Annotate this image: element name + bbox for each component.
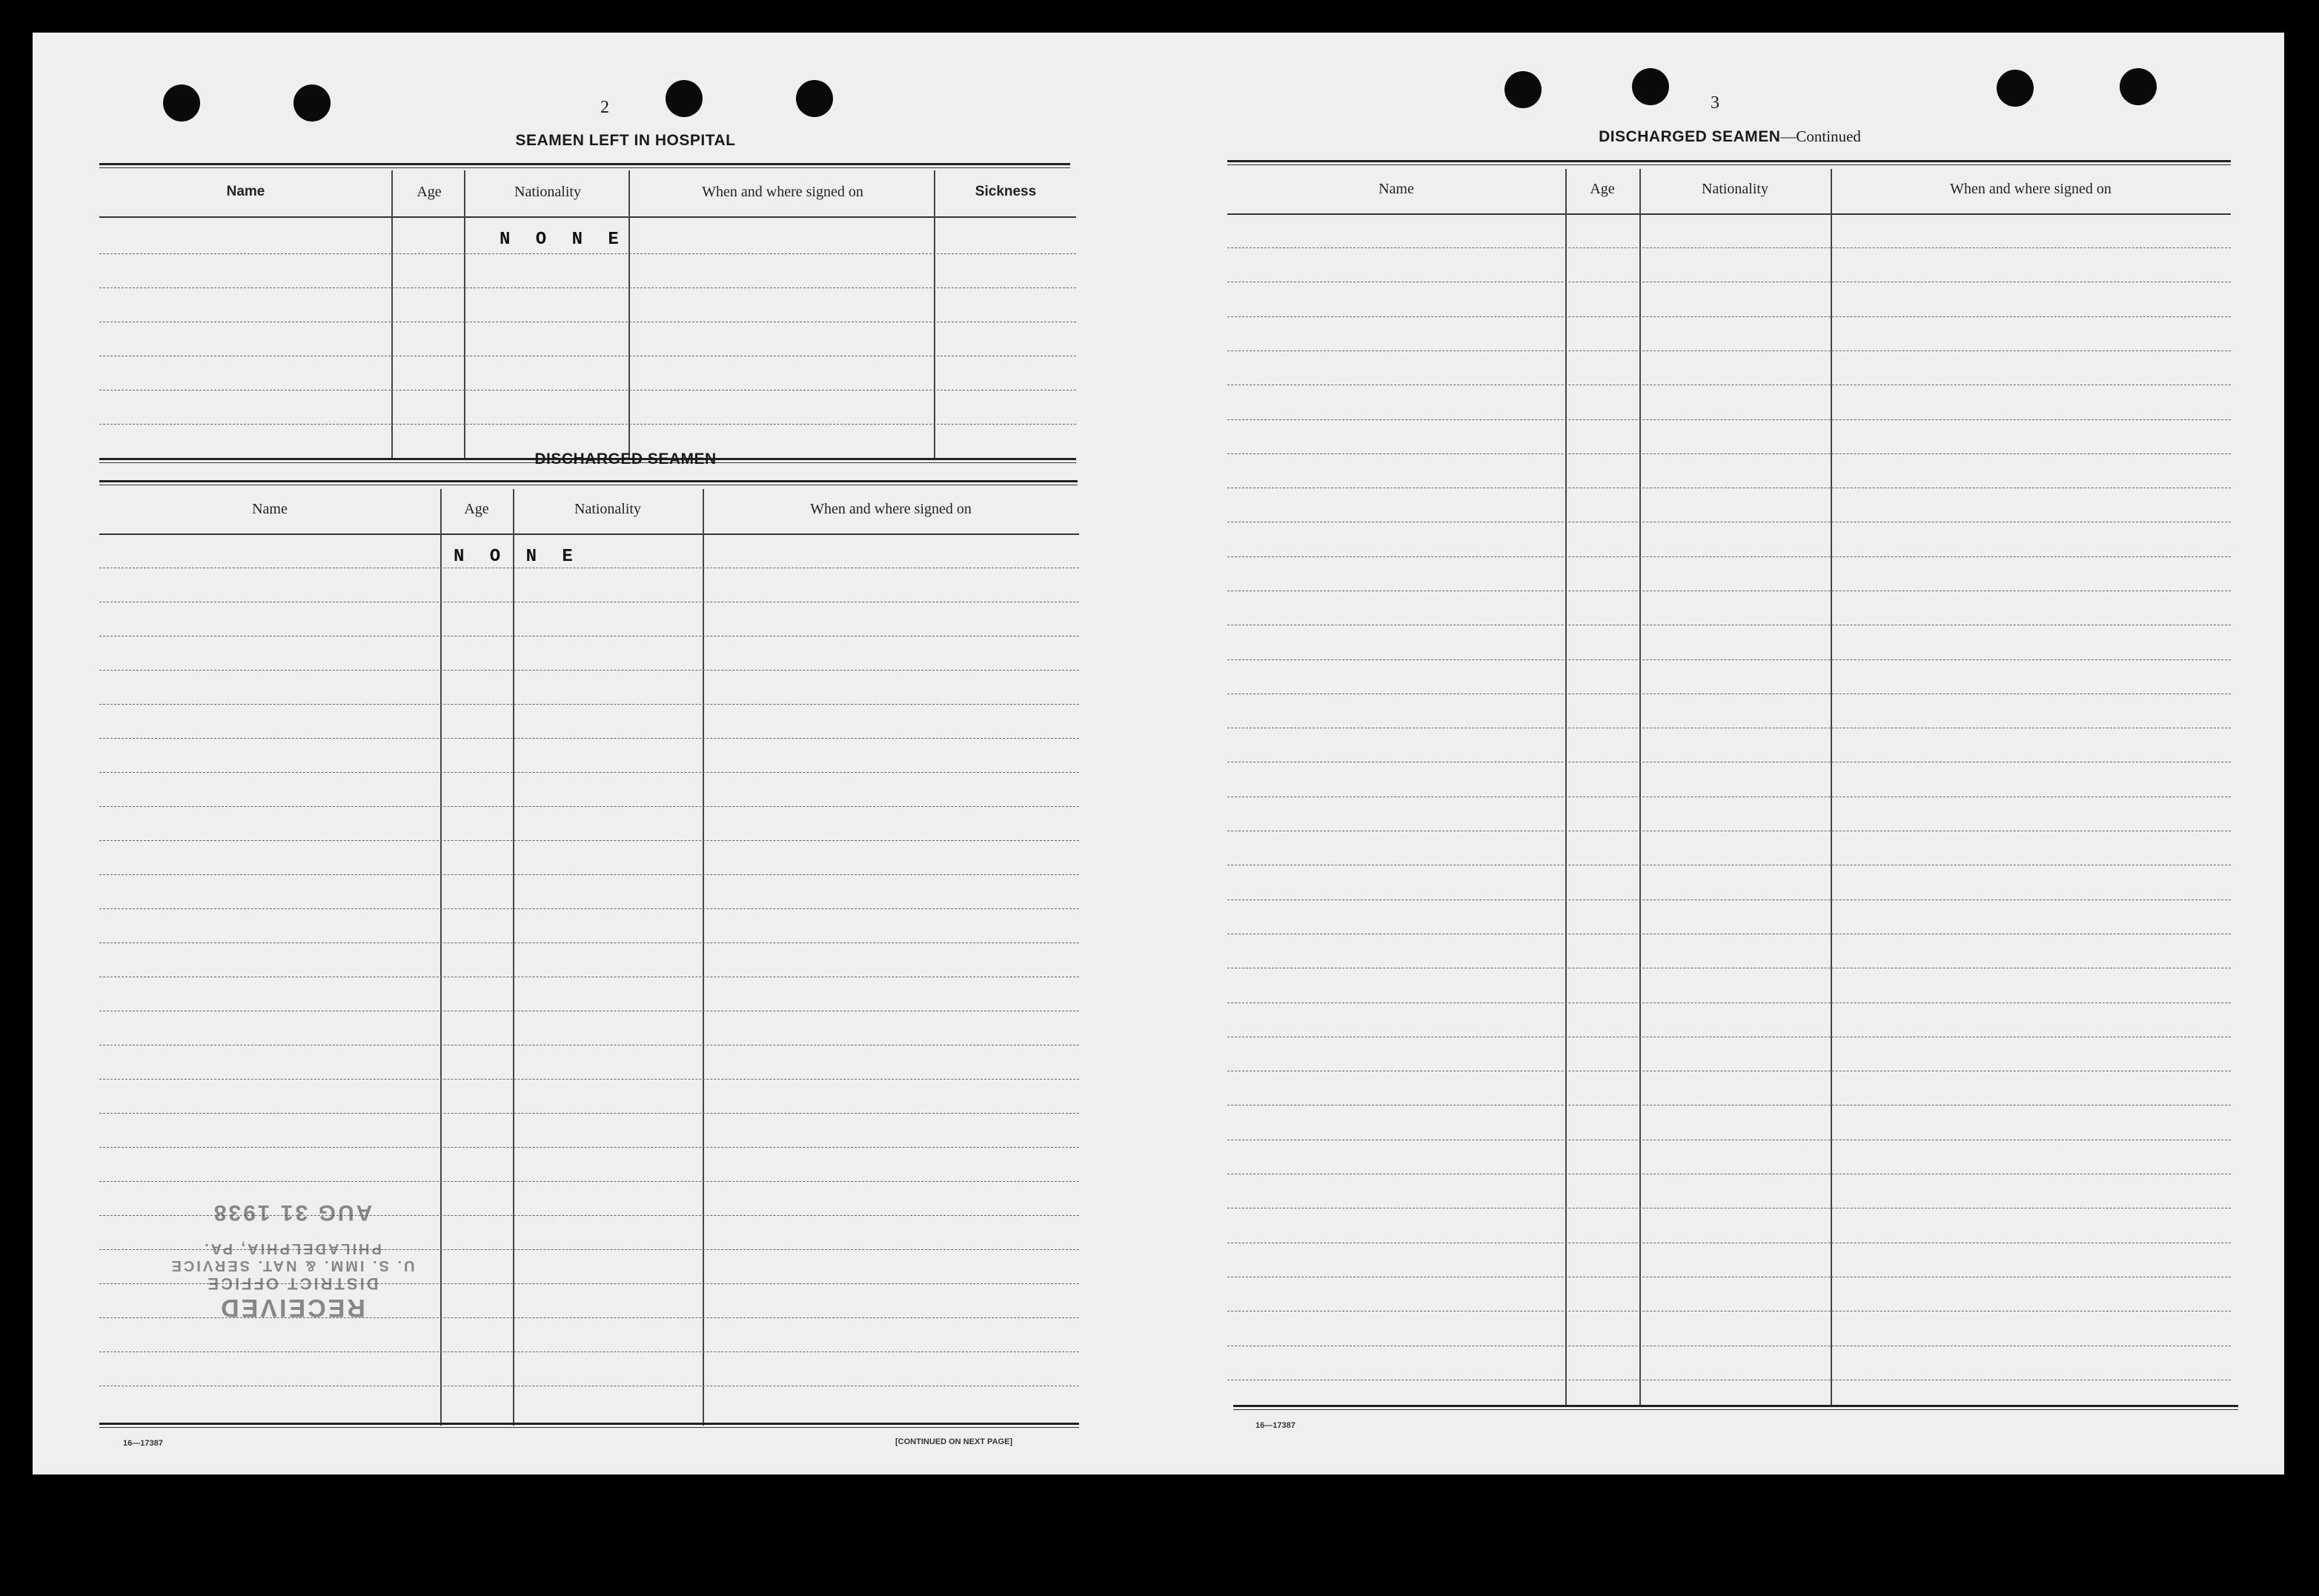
table-row [99,908,1079,909]
table-row [99,738,1079,739]
punch-hole [796,80,833,117]
table-row [1227,247,2231,248]
punch-hole [163,84,200,122]
table-row [99,806,1079,807]
hospital-section-title: SEAMEN LEFT IN HOSPITAL [515,132,736,149]
discharged-entry-none: N O N E [454,547,580,567]
hospital-header-rule [99,216,1076,218]
table-row [1227,659,2231,660]
table-row [1227,316,2231,317]
table-row [99,424,1076,425]
punch-hole [2120,68,2157,105]
page-number-right: 3 [1711,93,1719,113]
hospital-col-nationality: Nationality [514,184,581,200]
punch-hole [1997,70,2034,107]
right-col-name: Name [1379,181,1414,197]
continued-note: [CONTINUED ON NEXT PAGE] [895,1437,1013,1446]
table-row [99,772,1079,773]
discharged-table-top-rule [99,480,1078,485]
table-row [99,1351,1079,1352]
hospital-col-sickness: Sickness [975,184,1037,199]
column-divider [1565,169,1567,1406]
discharged-header-rule [99,533,1079,535]
right-col-age: Age [1590,181,1615,197]
column-divider [628,170,630,459]
table-row [99,1079,1079,1080]
table-row [99,253,1076,254]
table-row [99,670,1079,671]
column-divider [703,489,704,1426]
column-divider [440,489,442,1426]
discharged-col-age: Age [464,501,489,517]
hospital-col-age: Age [417,184,442,200]
hospital-col-signed-on: When and where signed on [702,184,863,200]
column-divider [934,170,935,459]
punch-hole [1504,71,1542,108]
discharged-col-signed-on: When and where signed on [810,501,972,517]
hospital-table-top-rule [99,163,1070,168]
discharged-section-title: DISCHARGED SEAMEN [534,450,717,468]
form-number-right: 16—17387 [1255,1421,1295,1430]
column-divider [1831,169,1832,1406]
discharged-col-nationality: Nationality [574,501,641,517]
right-table-top-rule [1227,160,2231,165]
discharged-table-bottom-rule [99,1423,1079,1428]
right-col-signed-on: When and where signed on [1950,181,2111,197]
hospital-col-name: Name [226,184,265,199]
table-row [99,942,1079,943]
column-divider [391,170,393,459]
form-number-left: 16—17387 [123,1439,163,1448]
document-sheet [33,33,2284,1474]
table-row [99,874,1079,875]
punch-hole [293,84,331,122]
discharged-col-name: Name [252,501,288,517]
table-row [99,287,1076,288]
table-row [1227,350,2231,351]
right-table-bottom-rule [1233,1405,2238,1410]
hospital-entry-none: N O N E [500,230,626,250]
table-row [99,840,1079,841]
discharged-continued-title: DISCHARGED SEAMEN—Continued [1599,127,1861,145]
column-divider [1639,169,1641,1406]
table-row [1227,419,2231,420]
page-number-left: 2 [600,98,609,117]
punch-hole [666,80,703,117]
received-stamp: RECEIVED DISTRICT OFFICE U. S. IMM. & NAT. SERVICE PHILADELPHIA, PA. AUG 31 1938 [169,1200,415,1322]
table-row [99,1113,1079,1114]
right-header-rule [1227,213,2231,215]
table-row [1227,556,2231,557]
table-row [99,704,1079,705]
table-row [1227,453,2231,454]
punch-hole [1632,68,1669,105]
right-col-nationality: Nationality [1702,181,1768,197]
column-divider [513,489,514,1426]
column-divider [464,170,465,459]
